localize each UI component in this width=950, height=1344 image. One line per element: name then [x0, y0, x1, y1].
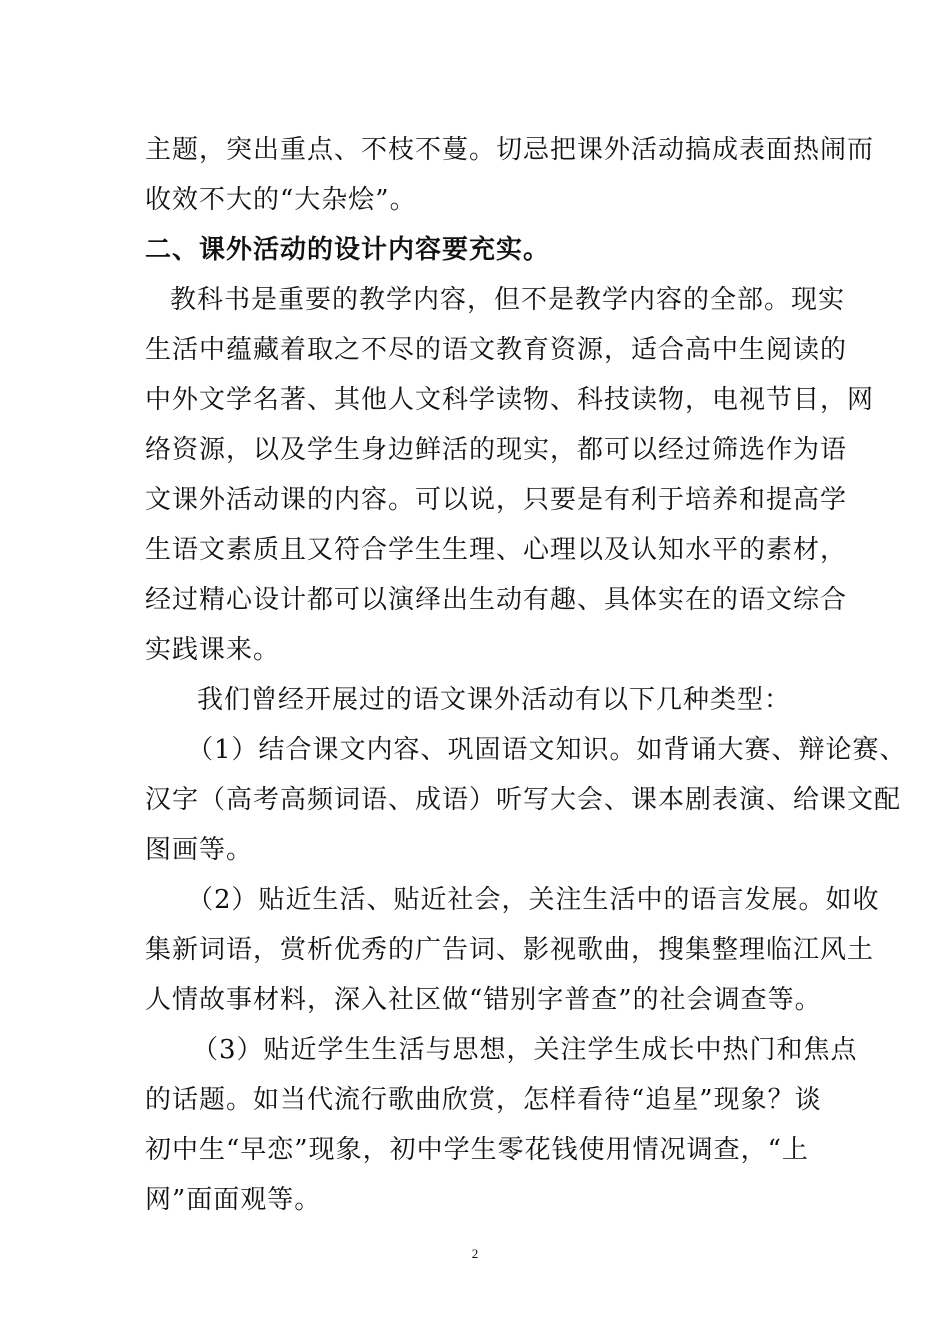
list-item-2: （2）贴近生活、贴近社会，关注生活中的语言发展。如收 [187, 885, 880, 915]
text-line: 经过精心设计都可以演绎出生动有趣、具体实在的语文综合 [145, 585, 848, 615]
text-line: 汉字（高考高频词语、成语）听写大会、课本剧表演、给课文配 [145, 785, 902, 815]
text-line: 图画等。 [145, 835, 254, 865]
text-line: 中外文学名著、其他人文科学读物、科技读物，电视节目，网 [145, 385, 875, 415]
text-line: 集新词语，赏析优秀的广告词、影视歌曲，搜集整理临江风土 [145, 935, 875, 965]
text-line: 络资源，以及学生身边鲜活的现实，都可以经过筛选作为语 [145, 435, 848, 465]
text-line: 实践课来。 [145, 635, 281, 665]
text-line: 收效不大的“大杂烩”。 [145, 185, 417, 215]
page-number: 2 [471, 1246, 479, 1261]
text-line: 人情故事材料，深入社区做“错别字普查”的社会调查等。 [145, 985, 822, 1015]
text-line: 我们曾经开展过的语文课外活动有以下几种类型： [197, 685, 792, 715]
list-item-3: （3）贴近学生生活与思想，关注学生成长中热门和焦点 [192, 1035, 858, 1065]
text-line: 教科书是重要的教学内容，但不是教学内容的全部。现实 [170, 285, 846, 315]
list-item-1: （1）结合课文内容、巩固语文知识。如背诵大赛、辩论赛、 [187, 735, 907, 765]
section-heading: 二、课外活动的设计内容要充实。 [145, 235, 551, 265]
text-line: 的话题。如当代流行歌曲欣赏，怎样看待“追星”现象？谈 [145, 1085, 822, 1115]
text-line: 网”面面观等。 [145, 1185, 322, 1215]
text-line: 文课外活动课的内容。可以说，只要是有利于培养和提高学 [145, 485, 848, 515]
text-line: 生活中蕴藏着取之不尽的语文教育资源，适合高中生阅读的 [145, 335, 848, 365]
text-line: 初中生“早恋”现象，初中学生零花钱使用情况调查，“上 [145, 1135, 809, 1165]
text-line: 生语文素质且又符合学生生理、心理以及认知水平的素材， [145, 535, 848, 565]
text-line: 主题，突出重点、不枝不蔓。切忌把课外活动搞成表面热闹而 [145, 135, 875, 165]
